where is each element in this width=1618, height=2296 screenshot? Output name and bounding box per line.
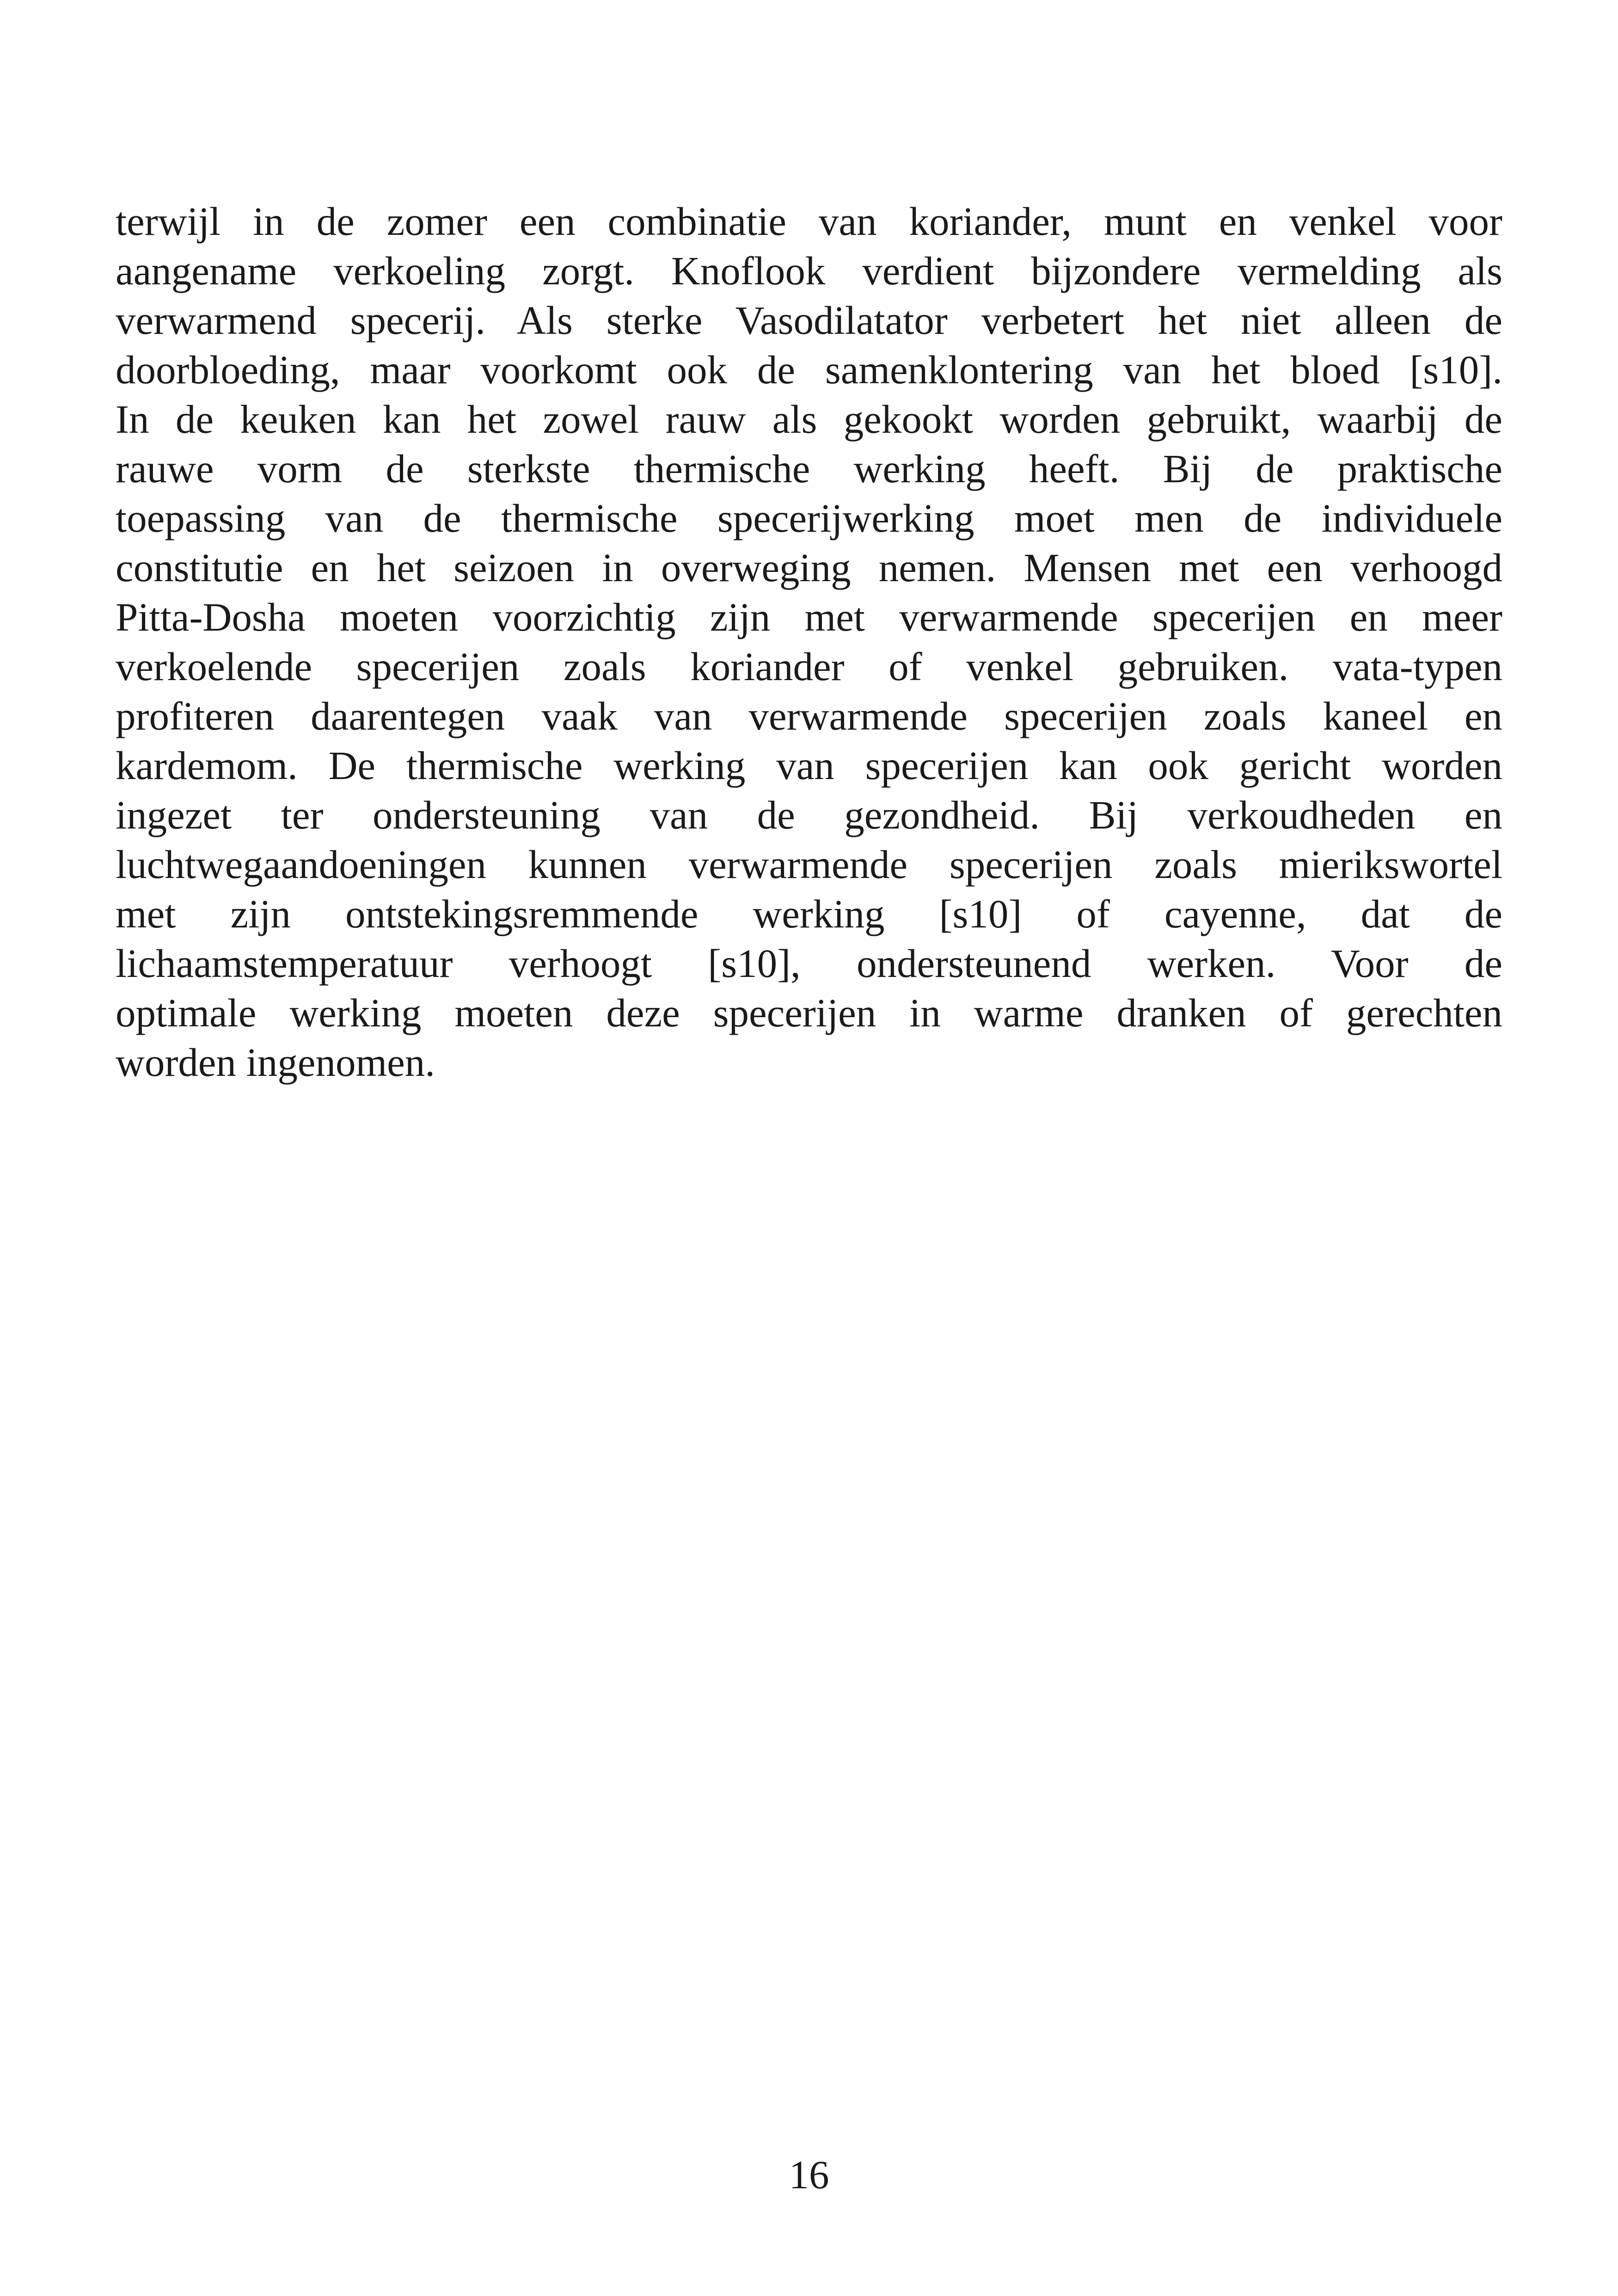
text-line: terwijl in de zomer een combinatie van koriander, munt en venkel voor (116, 199, 1502, 244)
text-line: kardemom. De thermische werking van specerijen kan ook gericht worden (116, 743, 1502, 788)
text-line: verwarmend specerij. Als sterke Vasodilatator verbetert het niet alleen de (116, 298, 1502, 343)
text-line: aangename verkoeling zorgt. Knoflook verdient bijzondere vermelding als (116, 248, 1502, 293)
text-line: profiteren daarentegen vaak van verwarmende specerijen zoals kaneel en (116, 694, 1502, 738)
text-line: verkoelende specerijen zoals koriander of venkel gebruiken. vata-typen (116, 644, 1502, 689)
text-line: met zijn ontstekingsremmende werking [s10] of cayenne, dat de (116, 891, 1502, 936)
body-paragraph (116, 196, 1502, 1087)
text-line: constitutie en het seizoen in overweging nemen. Mensen met een verhoogd (116, 545, 1502, 590)
text-line: optimale werking moeten deze specerijen in warme dranken of gerechten (116, 990, 1502, 1035)
text-line: ingezet ter ondersteuning van de gezondheid. Bij verkoudheden en (116, 792, 1502, 837)
page-number: 16 (789, 2152, 829, 2197)
text-line: Pitta-Dosha moeten voorzichtig zijn met verwarmende specerijen en meer (116, 595, 1502, 639)
text-line: doorbloeding, maar voorkomt ook de samenklontering van het bloed [s10]. (116, 347, 1502, 392)
text-line: lichaamstemperatuur verhoogt [s10], ondersteunend werken. Voor de (116, 941, 1502, 986)
text-line: rauwe vorm de sterkste thermische werking heeft. Bij de praktische (116, 446, 1502, 491)
text-line: In de keuken kan het zowel rauw als gekookt worden gebruikt, waarbij de (116, 397, 1502, 442)
text-line: luchtwegaandoeningen kunnen verwarmende specerijen zoals mierikswortel (116, 842, 1502, 887)
text-line-last: worden ingenomen. (116, 1040, 435, 1085)
text-line: toepassing van de thermische specerijwerking moet men de individuele (116, 496, 1502, 540)
